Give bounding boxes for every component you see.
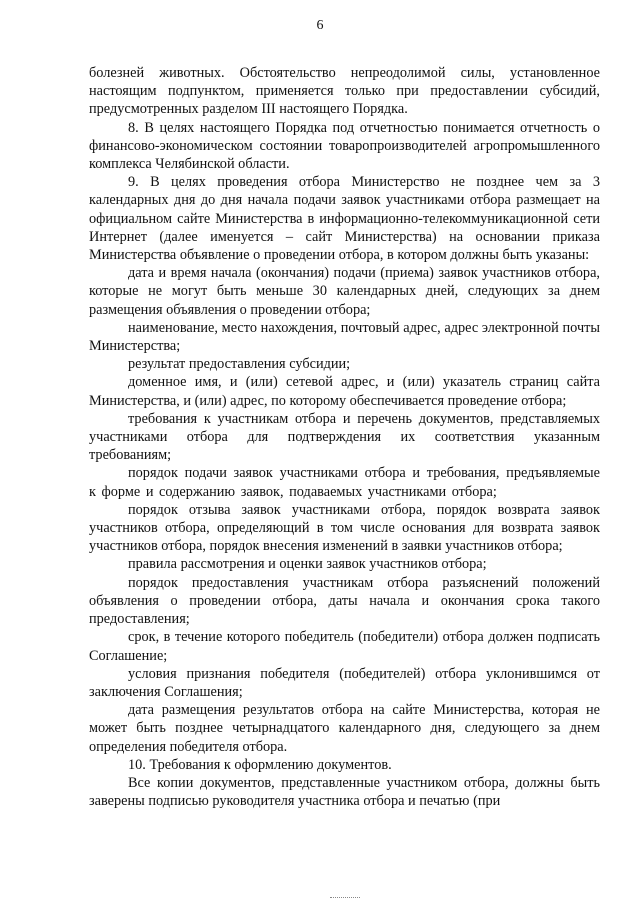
scan-artifact [330,897,360,899]
page-number: 6 [316,18,324,33]
paragraph-item-9: 9. В целях проведения отбора Министерство не позднее чем за 3 календарных дня до дня начала подачи заявок участниками отбора размещает на официальном сайте Министерства в информационно-телекоммуникационной сети Интернет (далее именуется – сайт Министерства) на основании приказа Министерства объявление о проведении отбора, в котором должны быть указаны: [89,174,600,264]
list-item-clarifications: порядок предоставления участникам отбора разъяснений положений объявления о проведении отбора, даты начала и окончания срока такого предоставления; [89,574,600,628]
list-item-submission-order: порядок подачи заявок участниками отбора и требования, предъявляемые к форме и содержанию заявок, подаваемых участниками отбора; [89,465,600,500]
list-item-requirements: требования к участникам отбора и перечень документов, представляемых участниками отбора для подтверждения их соответствия указанным требованиям; [89,410,600,464]
paragraph-item-10: 10. Требования к оформлению документов. [128,756,392,773]
list-item-domain: доменное имя, и (или) сетевой адрес, и (или) указатель страниц сайта Министерства, и (или) адрес, по которому обеспечивается проведение отбора; [89,374,600,409]
list-item-review-rules: правила рассмотрения и оценки заявок участников отбора; [128,556,487,573]
list-item-withdrawal-order: порядок отзыва заявок участниками отбора, порядок возврата заявок участников отбора, определяющий в том числе основания для возврата заявок участников отбора, порядок внесения изменений в заявки участников отбора; [89,501,600,555]
paragraph-continuation: болезней животных. Обстоятельство непреодолимой силы, установленное настоящим подпунктом, применяется только при предоставлении субсидий, предусмотренных разделом III настоящего Порядка. [89,65,600,118]
list-item-address: наименование, место нахождения, почтовый адрес, адрес электронной почты Министерства; [89,319,600,355]
list-item-result: результат предоставления субсидии; [128,356,351,373]
list-item-results-date: дата размещения результатов отбора на сайте Министерства, которая не может быть позднее четырнадцатого календарного дня, следующего за днем определения победителя отбора. [89,702,600,755]
list-item-signing-deadline: срок, в течение которого победитель (победители) отбора должен подписать Соглашение; [89,629,600,664]
paragraph-copies: Все копии документов, представленные участником отбора, должны быть заверены подписью руководителя участника отбора и печатью (при [89,774,600,810]
list-item-evasion-conditions: условия признания победителя (победителей) отбора уклонившимся от заключения Соглашения; [89,665,600,700]
document-body [89,64,600,810]
list-item-dates: дата и время начала (окончания) подачи (приема) заявок участников отбора, которые не могут быть меньше 30 календарных дней, следующих за днем размещения объявления о проведении отбора; [89,265,600,318]
paragraph-item-8: 8. В целях настоящего Порядка под отчетностью понимается отчетность о финансово-экономическом состоянии товаропроизводителей агропромышленного комплекса Челябинской области. [89,119,600,173]
